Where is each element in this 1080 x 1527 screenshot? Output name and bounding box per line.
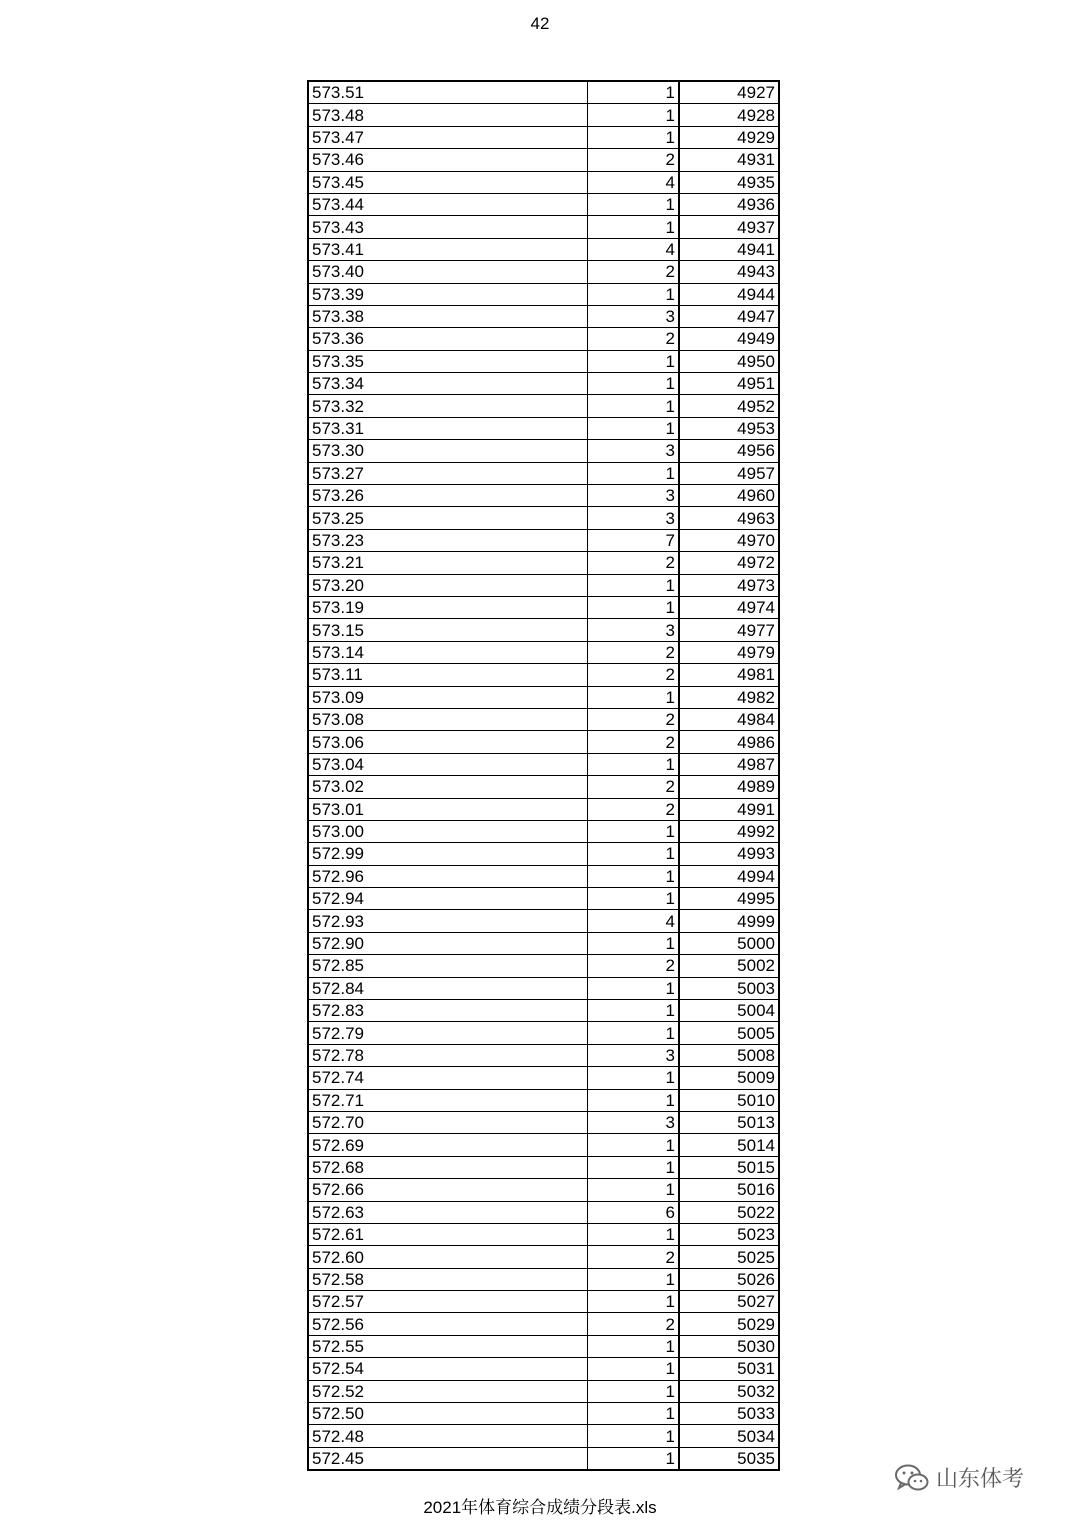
score-cell: 572.45 (308, 1447, 588, 1470)
table-row (308, 1291, 779, 1313)
cumulative-cell: 5009 (679, 1067, 779, 1089)
score-cell: 572.54 (308, 1358, 588, 1380)
count-cell: 1 (588, 417, 680, 439)
count-cell: 3 (588, 305, 680, 327)
score-cell: 572.58 (308, 1268, 588, 1290)
cumulative-cell: 5022 (679, 1201, 779, 1223)
cumulative-cell: 4936 (679, 193, 779, 215)
cumulative-cell: 4927 (679, 81, 779, 104)
score-cell: 572.56 (308, 1313, 588, 1335)
table-row (308, 417, 779, 439)
count-cell: 2 (588, 149, 680, 171)
score-cell: 572.96 (308, 865, 588, 887)
cumulative-cell: 5004 (679, 1000, 779, 1022)
count-cell: 1 (588, 104, 680, 126)
table-row (308, 1313, 779, 1335)
score-cell: 572.61 (308, 1223, 588, 1245)
table-row (308, 753, 779, 775)
cumulative-cell: 4982 (679, 686, 779, 708)
table-row (308, 462, 779, 484)
score-cell: 572.69 (308, 1134, 588, 1156)
table-row (308, 1447, 779, 1470)
score-cell: 572.99 (308, 843, 588, 865)
cumulative-cell: 5025 (679, 1246, 779, 1268)
count-cell: 1 (588, 126, 680, 148)
table-row (308, 1022, 779, 1044)
score-cell: 573.34 (308, 373, 588, 395)
score-cell: 573.01 (308, 798, 588, 820)
table-row (308, 216, 779, 238)
score-cell: 573.02 (308, 776, 588, 798)
score-cell: 573.43 (308, 216, 588, 238)
score-cell: 573.08 (308, 708, 588, 730)
count-cell: 1 (588, 1022, 680, 1044)
score-cell: 572.66 (308, 1179, 588, 1201)
table-row (308, 283, 779, 305)
score-cell: 572.68 (308, 1156, 588, 1178)
score-cell: 573.39 (308, 283, 588, 305)
cumulative-cell: 4984 (679, 708, 779, 730)
score-cell: 573.14 (308, 641, 588, 663)
table-row (308, 1246, 779, 1268)
score-cell: 573.47 (308, 126, 588, 148)
count-cell: 1 (588, 820, 680, 842)
count-cell: 1 (588, 193, 680, 215)
cumulative-cell: 4993 (679, 843, 779, 865)
cumulative-cell: 5005 (679, 1022, 779, 1044)
score-cell: 573.48 (308, 104, 588, 126)
table-row (308, 798, 779, 820)
cumulative-cell: 4929 (679, 126, 779, 148)
table-row (308, 865, 779, 887)
cumulative-cell: 4949 (679, 328, 779, 350)
cumulative-cell: 4947 (679, 305, 779, 327)
cumulative-cell: 5029 (679, 1313, 779, 1335)
count-cell: 1 (588, 1156, 680, 1178)
table-row (308, 440, 779, 462)
watermark (894, 1462, 1024, 1493)
count-cell: 2 (588, 1313, 680, 1335)
table-row (308, 126, 779, 148)
cumulative-cell: 4957 (679, 462, 779, 484)
count-cell: 2 (588, 955, 680, 977)
count-cell: 2 (588, 641, 680, 663)
cumulative-cell: 4950 (679, 350, 779, 372)
count-cell: 1 (588, 1179, 680, 1201)
table-row (308, 395, 779, 417)
cumulative-cell: 5010 (679, 1089, 779, 1111)
cumulative-cell: 4952 (679, 395, 779, 417)
cumulative-cell: 5023 (679, 1223, 779, 1245)
cumulative-cell: 4987 (679, 753, 779, 775)
table-row (308, 664, 779, 686)
count-cell: 1 (588, 1134, 680, 1156)
score-cell: 573.23 (308, 529, 588, 551)
count-cell: 1 (588, 574, 680, 596)
cumulative-cell: 5035 (679, 1447, 779, 1470)
count-cell: 2 (588, 328, 680, 350)
cumulative-cell: 4994 (679, 865, 779, 887)
score-distribution-table (307, 80, 780, 1471)
count-cell: 1 (588, 1403, 680, 1425)
table-row (308, 552, 779, 574)
score-cell: 573.19 (308, 596, 588, 618)
count-cell: 1 (588, 1223, 680, 1245)
count-cell: 3 (588, 485, 680, 507)
count-cell: 2 (588, 1246, 680, 1268)
table-row (308, 641, 779, 663)
score-cell: 573.40 (308, 261, 588, 283)
table-row (308, 1223, 779, 1245)
count-cell: 3 (588, 1111, 680, 1133)
table-row (308, 328, 779, 350)
count-cell: 3 (588, 507, 680, 529)
page-number: 42 (530, 14, 550, 33)
count-cell: 4 (588, 171, 680, 193)
score-cell: 573.41 (308, 238, 588, 260)
count-cell: 2 (588, 261, 680, 283)
table-row (308, 686, 779, 708)
count-cell: 2 (588, 552, 680, 574)
table-row (308, 507, 779, 529)
score-cell: 573.30 (308, 440, 588, 462)
score-cell: 572.70 (308, 1111, 588, 1133)
score-cell: 573.04 (308, 753, 588, 775)
score-table-container (307, 80, 775, 1471)
table-row (308, 1134, 779, 1156)
table-row (308, 1179, 779, 1201)
score-cell: 573.36 (308, 328, 588, 350)
cumulative-cell: 4963 (679, 507, 779, 529)
score-cell: 573.25 (308, 507, 588, 529)
table-row (308, 1380, 779, 1402)
score-cell: 573.11 (308, 664, 588, 686)
table-row (308, 731, 779, 753)
count-cell: 1 (588, 395, 680, 417)
count-cell: 1 (588, 1268, 680, 1290)
table-row (308, 1358, 779, 1380)
score-cell: 572.57 (308, 1291, 588, 1313)
cumulative-cell: 4973 (679, 574, 779, 596)
table-row (308, 149, 779, 171)
count-cell: 2 (588, 708, 680, 730)
table-row (308, 843, 779, 865)
cumulative-cell: 5008 (679, 1044, 779, 1066)
footer-filename: 2021年体育综合成绩分段表.xls (423, 1498, 657, 1517)
table-row (308, 373, 779, 395)
cumulative-cell: 5014 (679, 1134, 779, 1156)
table-row (308, 529, 779, 551)
count-cell: 2 (588, 664, 680, 686)
score-cell: 573.09 (308, 686, 588, 708)
cumulative-cell: 4974 (679, 596, 779, 618)
cumulative-cell: 4972 (679, 552, 779, 574)
cumulative-cell: 4995 (679, 888, 779, 910)
count-cell: 1 (588, 1067, 680, 1089)
score-cell: 572.60 (308, 1246, 588, 1268)
table-row (308, 619, 779, 641)
score-cell: 573.27 (308, 462, 588, 484)
table-row (308, 104, 779, 126)
cumulative-cell: 4951 (679, 373, 779, 395)
count-cell: 1 (588, 1291, 680, 1313)
cumulative-cell: 5031 (679, 1358, 779, 1380)
count-cell: 1 (588, 1000, 680, 1022)
score-cell: 572.63 (308, 1201, 588, 1223)
count-cell: 2 (588, 731, 680, 753)
score-cell: 572.90 (308, 932, 588, 954)
count-cell: 3 (588, 619, 680, 641)
table-row (308, 932, 779, 954)
cumulative-cell: 5000 (679, 932, 779, 954)
score-cell: 573.31 (308, 417, 588, 439)
table-row (308, 238, 779, 260)
score-cell: 572.71 (308, 1089, 588, 1111)
cumulative-cell: 4977 (679, 619, 779, 641)
cumulative-cell: 5002 (679, 955, 779, 977)
cumulative-cell: 4992 (679, 820, 779, 842)
cumulative-cell: 5034 (679, 1425, 779, 1447)
count-cell: 1 (588, 1380, 680, 1402)
score-cell: 572.83 (308, 1000, 588, 1022)
table-row (308, 1111, 779, 1133)
score-cell: 572.55 (308, 1335, 588, 1357)
table-row (308, 1335, 779, 1357)
table-row (308, 1156, 779, 1178)
cumulative-cell: 4931 (679, 149, 779, 171)
table-row (308, 574, 779, 596)
score-cell: 572.94 (308, 888, 588, 910)
count-cell: 1 (588, 1425, 680, 1447)
table-row (308, 261, 779, 283)
table-row (308, 1201, 779, 1223)
table-row (308, 977, 779, 999)
score-cell: 573.26 (308, 485, 588, 507)
score-cell: 572.79 (308, 1022, 588, 1044)
table-row (308, 193, 779, 215)
count-cell: 4 (588, 238, 680, 260)
cumulative-cell: 4979 (679, 641, 779, 663)
cumulative-cell: 4943 (679, 261, 779, 283)
table-row (308, 708, 779, 730)
score-cell: 572.52 (308, 1380, 588, 1402)
cumulative-cell: 5030 (679, 1335, 779, 1357)
cumulative-cell: 5013 (679, 1111, 779, 1133)
cumulative-cell: 4937 (679, 216, 779, 238)
score-cell: 573.06 (308, 731, 588, 753)
score-cell: 572.85 (308, 955, 588, 977)
score-cell: 573.32 (308, 395, 588, 417)
cumulative-cell: 4953 (679, 417, 779, 439)
cumulative-cell: 5032 (679, 1380, 779, 1402)
table-row (308, 350, 779, 372)
table-row (308, 1403, 779, 1425)
count-cell: 1 (588, 373, 680, 395)
count-cell: 3 (588, 440, 680, 462)
score-cell: 573.35 (308, 350, 588, 372)
count-cell: 1 (588, 865, 680, 887)
score-cell: 573.44 (308, 193, 588, 215)
cumulative-cell: 4935 (679, 171, 779, 193)
count-cell: 1 (588, 888, 680, 910)
count-cell: 6 (588, 1201, 680, 1223)
score-cell: 572.93 (308, 910, 588, 932)
cumulative-cell: 4941 (679, 238, 779, 260)
cumulative-cell: 4944 (679, 283, 779, 305)
score-cell: 573.00 (308, 820, 588, 842)
count-cell: 3 (588, 1044, 680, 1066)
count-cell: 1 (588, 1447, 680, 1470)
table-row (308, 910, 779, 932)
table-row (308, 1044, 779, 1066)
score-cell: 573.15 (308, 619, 588, 641)
count-cell: 1 (588, 932, 680, 954)
count-cell: 1 (588, 753, 680, 775)
cumulative-cell: 4986 (679, 731, 779, 753)
cumulative-cell: 5016 (679, 1179, 779, 1201)
score-cell: 572.50 (308, 1403, 588, 1425)
count-cell: 1 (588, 1089, 680, 1111)
cumulative-cell: 4970 (679, 529, 779, 551)
table-row (308, 305, 779, 327)
cumulative-cell: 5003 (679, 977, 779, 999)
cumulative-cell: 4999 (679, 910, 779, 932)
score-cell: 573.20 (308, 574, 588, 596)
cumulative-cell: 4981 (679, 664, 779, 686)
table-row (308, 1000, 779, 1022)
count-cell: 1 (588, 350, 680, 372)
count-cell: 1 (588, 462, 680, 484)
score-cell: 573.45 (308, 171, 588, 193)
table-row (308, 776, 779, 798)
count-cell: 1 (588, 81, 680, 104)
table-row (308, 1425, 779, 1447)
count-cell: 1 (588, 283, 680, 305)
count-cell: 2 (588, 798, 680, 820)
cumulative-cell: 4956 (679, 440, 779, 462)
count-cell: 1 (588, 216, 680, 238)
count-cell: 4 (588, 910, 680, 932)
count-cell: 1 (588, 1335, 680, 1357)
score-cell: 572.74 (308, 1067, 588, 1089)
score-cell: 573.21 (308, 552, 588, 574)
watermark-text: 山东体考 (936, 1466, 1025, 1491)
table-row (308, 1268, 779, 1290)
cumulative-cell: 5026 (679, 1268, 779, 1290)
table-row (308, 1089, 779, 1111)
cumulative-cell: 4991 (679, 798, 779, 820)
table-row (308, 888, 779, 910)
count-cell: 1 (588, 1358, 680, 1380)
count-cell: 1 (588, 843, 680, 865)
count-cell: 1 (588, 686, 680, 708)
score-cell: 572.78 (308, 1044, 588, 1066)
cumulative-cell: 4989 (679, 776, 779, 798)
table-row (308, 81, 779, 104)
table-row (308, 1067, 779, 1089)
cumulative-cell: 4960 (679, 485, 779, 507)
score-cell: 573.38 (308, 305, 588, 327)
table-row (308, 820, 779, 842)
cumulative-cell: 5015 (679, 1156, 779, 1178)
count-cell: 1 (588, 977, 680, 999)
score-cell: 572.48 (308, 1425, 588, 1447)
score-cell: 573.46 (308, 149, 588, 171)
score-cell: 572.84 (308, 977, 588, 999)
count-cell: 7 (588, 529, 680, 551)
table-row (308, 596, 779, 618)
table-row (308, 485, 779, 507)
count-cell: 2 (588, 776, 680, 798)
cumulative-cell: 5033 (679, 1403, 779, 1425)
wechat-icon (894, 1463, 930, 1493)
score-table-body (308, 81, 779, 1470)
cumulative-cell: 5027 (679, 1291, 779, 1313)
table-row (308, 955, 779, 977)
table-row (308, 171, 779, 193)
cumulative-cell: 4928 (679, 104, 779, 126)
count-cell: 1 (588, 596, 680, 618)
score-cell: 573.51 (308, 81, 588, 104)
